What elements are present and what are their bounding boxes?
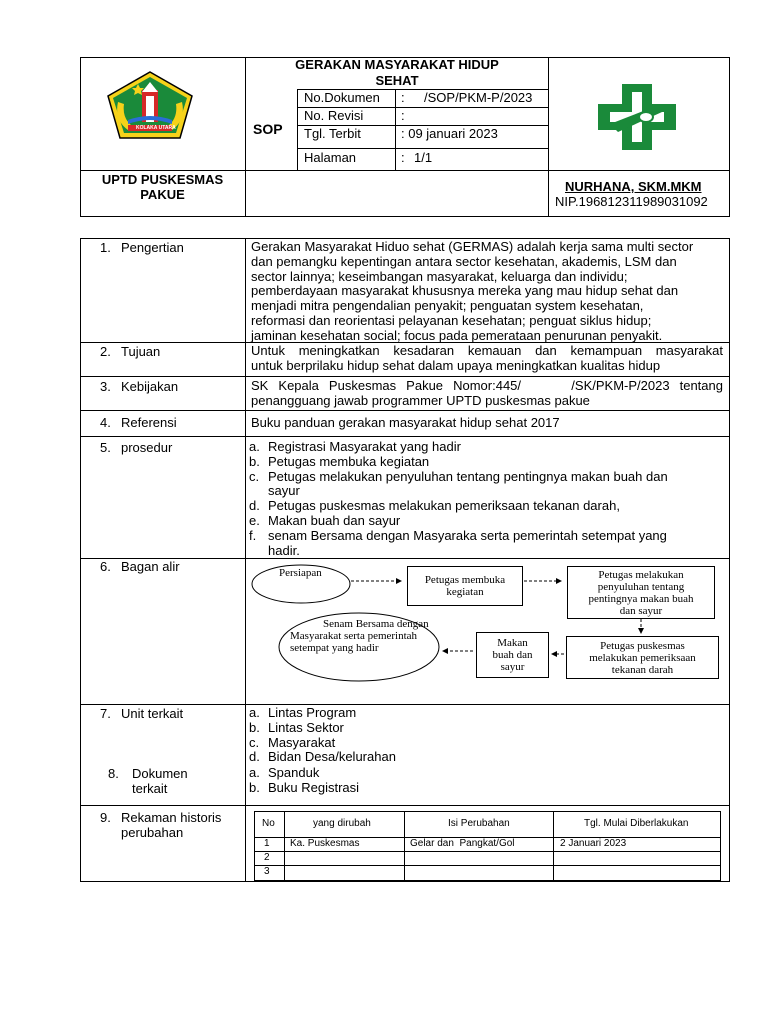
flow-pemeriksaan: Petugas puskesmas melakukan pemeriksaan tekanan darah bbox=[566, 636, 719, 679]
field-value-no-dokumen: /SOP/PKM-P/2023 bbox=[424, 90, 533, 105]
logo-caption: KOLAKA UTARA bbox=[136, 125, 176, 131]
puskesmas-logo bbox=[596, 82, 678, 152]
s4-number: 4. bbox=[100, 415, 111, 430]
s8-label-line2: terkait bbox=[132, 781, 168, 796]
s4-label: Referensi bbox=[121, 415, 177, 430]
s1-line: menjadi mitra pengendalian penyakit; penguatan system kesehatan, bbox=[251, 298, 644, 314]
s1-number: 1. bbox=[100, 240, 111, 255]
list-item: d. Bidan Desa/kelurahan bbox=[249, 749, 396, 765]
s2-number: 2. bbox=[100, 344, 111, 359]
s9-label-line1: Rekaman historis bbox=[121, 810, 222, 825]
flow-persiapan: Persiapan bbox=[279, 567, 322, 579]
s1-line: sector lainnya; keseimbangan masyarakat, keluarga dan individu; bbox=[251, 268, 628, 284]
flow-membuka: Petugas membuka kegiatan bbox=[407, 566, 523, 606]
field-sep-no-revisi: : bbox=[401, 108, 405, 123]
signer-nip: NIP.196812311989031092 bbox=[555, 194, 708, 209]
org-name-line1: UPTD PUSKESMAS bbox=[101, 172, 224, 187]
s3-number: 3. bbox=[100, 379, 111, 394]
list-item: c. Petugas melakukan penyuluhan tentang pentingnya makan buah dan sayur bbox=[249, 468, 668, 499]
s3-line1: SK Kepala Puskesmas Pakue Nomor:445/ /SK/PKM-P/2023 tentang bbox=[251, 378, 723, 393]
list-item: b. Petugas membuka kegiatan bbox=[249, 453, 430, 469]
list-item: c. Masyarakat bbox=[249, 734, 336, 750]
list-item: a. Spanduk bbox=[249, 765, 320, 780]
rev-header-date: Tgl. Mulai Diberlakukan bbox=[584, 818, 689, 829]
s7-number: 7. bbox=[100, 706, 111, 721]
list-item: b. Lintas Sektor bbox=[249, 719, 344, 735]
s1-text bbox=[251, 240, 721, 344]
s5-label: prosedur bbox=[121, 440, 173, 455]
s1-line: jaminan kesehatan social; focus pada pemerataan penurunan penyakit. bbox=[251, 327, 663, 343]
field-sep-tgl-terbit: : 09 januari 2023 bbox=[401, 126, 498, 141]
s7-label: Unit terkait bbox=[121, 706, 184, 721]
doc-title-line1: GERAKAN MASYARAKAT HIDUP bbox=[295, 57, 499, 72]
field-label-no-revisi: No. Revisi bbox=[304, 108, 364, 123]
s1-line: Gerakan Masyarakat Hiduo sehat (GERMAS) adalah kerja sama multi sector bbox=[251, 239, 694, 254]
flow-senam: Senam Bersama dengan Masyarakat serta pemerintah setempat yang hadir bbox=[290, 618, 429, 654]
s9-number: 9. bbox=[100, 810, 111, 825]
rev-header-no: No bbox=[262, 818, 275, 829]
field-sep-no-dokumen: : bbox=[401, 90, 405, 105]
list-item: f. senam Bersama dengan Masyaraka serta pemerintah setempat yang hadir. bbox=[249, 527, 667, 558]
s3-label: Kebijakan bbox=[121, 379, 179, 394]
s7-unit-list bbox=[249, 706, 549, 765]
doc-title-line2: SEHAT bbox=[375, 73, 419, 88]
s3-line2: penangguang jawab programmer UPTD puskesmas pakue bbox=[251, 393, 590, 408]
rev-cell: Gelar dan Pangkat/Gol bbox=[410, 838, 515, 849]
field-label-no-dokumen: No.Dokumen bbox=[304, 90, 380, 105]
s1-line: pemberdayaan masyarakat khususnya mereka yang mau hidup sehat dan bbox=[251, 283, 679, 299]
s6-label: Bagan alir bbox=[121, 559, 180, 574]
s1-line: dan pemangku kepentingan antara sector kesehatan, akademis, LSM dan bbox=[251, 253, 677, 269]
rev-cell: 3 bbox=[264, 866, 270, 877]
s2-line2: untuk berprilaku hidup sehat dalam upaya meningkatkan kualitas hidup bbox=[251, 358, 661, 373]
list-item: a. Registrasi Masyarakat yang hadir bbox=[249, 439, 461, 454]
list-item: b. Buku Registrasi bbox=[249, 779, 360, 795]
s1-line: reformasi dan reorientasi pelayanan kesehatan; penguat siklus hidup; bbox=[251, 312, 652, 328]
field-value-halaman: 1/1 bbox=[414, 150, 433, 165]
s8-document-list bbox=[249, 766, 549, 796]
s9-label-line2: perubahan bbox=[121, 825, 184, 840]
signer-name: NURHANA, SKM.MKM bbox=[565, 179, 702, 194]
org-name-line2: PAKUE bbox=[140, 187, 185, 202]
flowchart bbox=[246, 559, 729, 704]
rev-cell: 2 bbox=[264, 852, 270, 863]
s1-label: Pengertian bbox=[121, 240, 184, 255]
rev-cell: Ka. Puskesmas bbox=[290, 838, 360, 849]
s2-label: Tujuan bbox=[121, 344, 161, 359]
list-item: a. Lintas Program bbox=[249, 705, 357, 720]
field-sep-halaman: : bbox=[401, 150, 405, 165]
field-label-halaman: Halaman bbox=[304, 150, 357, 165]
s4-text: Buku panduan gerakan masyarakat hidup sehat 2017 bbox=[251, 415, 560, 430]
s5-number: 5. bbox=[100, 440, 111, 455]
list-item: e. Makan buah dan sayur bbox=[249, 512, 401, 528]
rev-header-content: Isi Perubahan bbox=[448, 818, 510, 829]
flow-makan: Makan buah dan sayur bbox=[476, 632, 549, 678]
rev-cell: 1 bbox=[264, 838, 270, 849]
list-item: d. Petugas puskesmas melakukan pemeriksaan tekanan darah, bbox=[249, 498, 620, 514]
s8-number: 8. bbox=[108, 766, 119, 781]
field-label-tgl-terbit: Tgl. Terbit bbox=[304, 126, 361, 141]
flow-penyuluhan: Petugas melakukan penyuluhan tentang pentingnya makan buah dan sayur bbox=[567, 566, 715, 619]
sop-label: SOP bbox=[253, 121, 283, 137]
s5-procedure-list bbox=[249, 440, 719, 558]
rev-cell: 2 Januari 2023 bbox=[560, 838, 627, 849]
s6-number: 6. bbox=[100, 559, 111, 574]
rev-header-changed: yang dirubah bbox=[313, 818, 371, 829]
s2-line1: Untuk meningkatkan kesadaran kemauan dan kemampuan masyarakat bbox=[251, 343, 723, 358]
s8-label-line1: Dokumen bbox=[132, 766, 188, 781]
